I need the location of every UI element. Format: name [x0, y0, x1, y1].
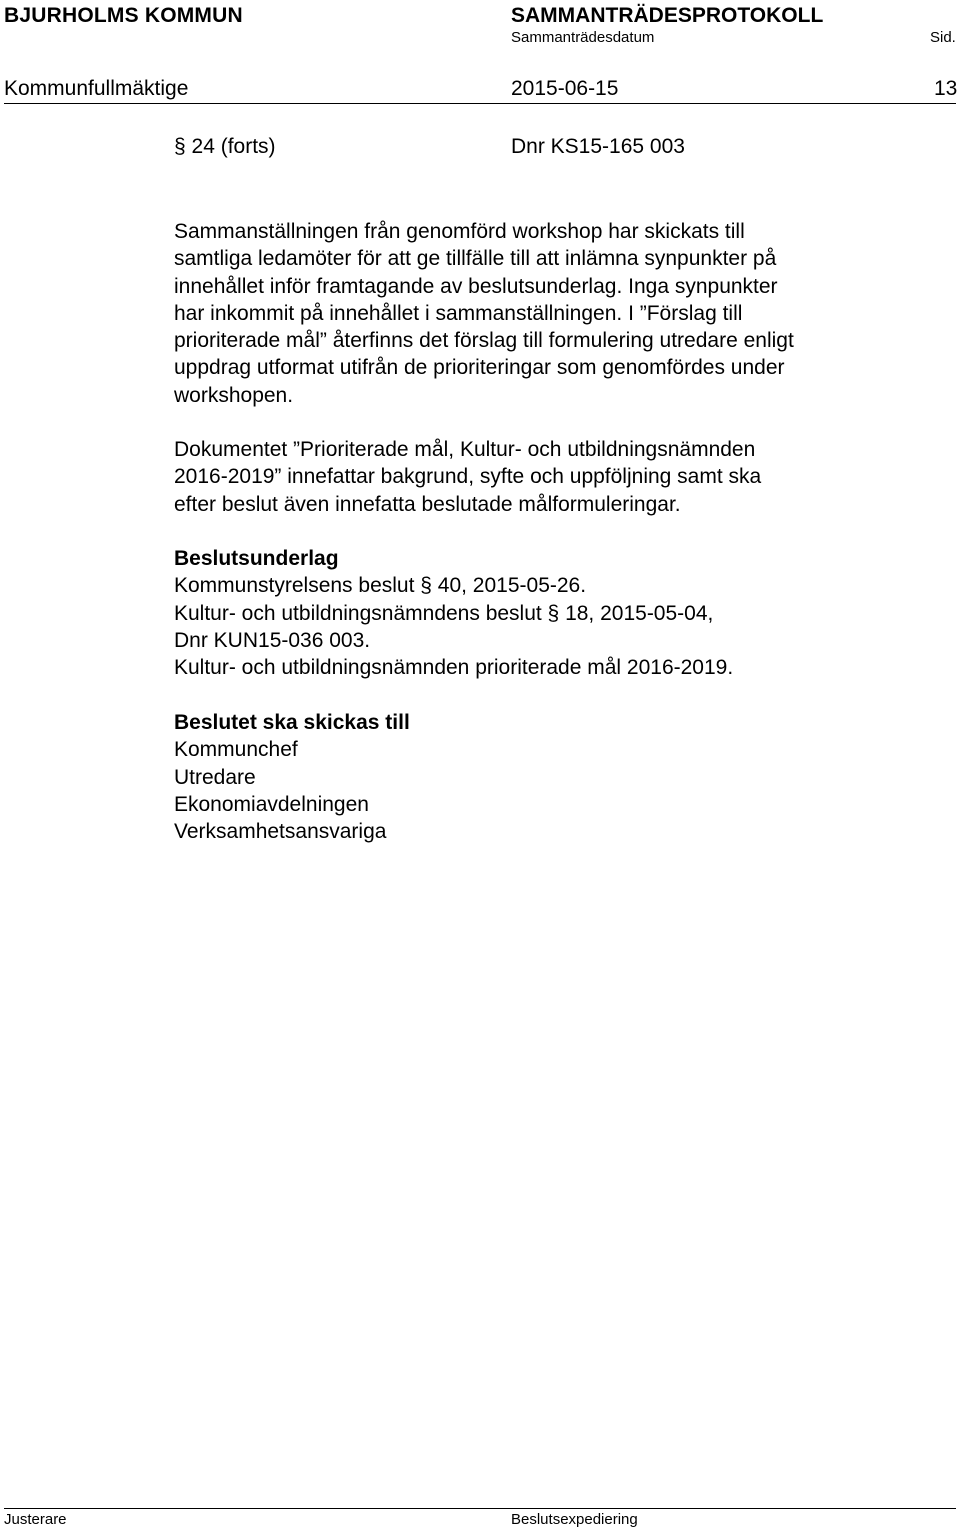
paragraph-1 — [174, 218, 894, 409]
recipients-heading: Beslutet ska skickas till — [174, 711, 410, 734]
meeting-date: 2015-06-15 — [511, 77, 619, 100]
paragraph-2 — [174, 436, 894, 518]
paragraph-line: 2016-2019” innefattar bakgrund, syfte och uppföljning samt ska — [174, 465, 762, 489]
paragraph-line: Dokumentet ”Prioriterade mål, Kultur- och utbildningsnämnden — [174, 438, 756, 461]
page-label: Sid. — [930, 29, 956, 46]
recipient-item: Ekonomiavdelningen — [174, 792, 369, 816]
paragraph-line: prioriterade mål” återfinns det förslag till formulering utredare enligt — [174, 329, 794, 353]
decision-basis-line: Kultur- och utbildningsnämnden prioriterade mål 2016-2019. — [174, 656, 734, 680]
recipient-item: Verksamhetsansvariga — [174, 820, 387, 844]
diary-number: Dnr KS15-165 003 — [511, 135, 685, 158]
paragraph-line: efter beslut även innefatta beslutade målformuleringar. — [174, 492, 681, 516]
paragraph-line: workshopen. — [174, 383, 294, 407]
paragraph-number: § 24 (forts) — [174, 135, 276, 158]
recipient-item: Utredare — [174, 765, 256, 789]
decision-basis-line: Kultur- och utbildningsnämndens beslut § 18, 2015-05-04, — [174, 601, 714, 625]
page-number: 13 — [934, 77, 958, 100]
recipient-item: Kommunchef — [174, 738, 298, 762]
document-type: SAMMANTRÄDESPROTOKOLL — [511, 4, 824, 27]
paragraph-line: Sammanställningen från genomförd workshop har skickats till — [174, 220, 745, 243]
decision-basis-section — [174, 545, 894, 681]
decision-basis-line: Kommunstyrelsens beslut § 40, 2015-05-26. — [174, 574, 587, 598]
adjuster-label: Justerare — [4, 1511, 67, 1528]
paragraph-line: har inkommit på innehållet i sammanställningen. I ”Förslag till — [174, 301, 743, 325]
body-name: Kommunfullmäktige — [4, 77, 189, 100]
paragraph-line: samtliga ledamöter för att ge tillfälle till att inlämna synpunkter på — [174, 247, 777, 271]
recipients-section — [174, 709, 894, 845]
decision-basis-line: Dnr KUN15-036 003. — [174, 628, 371, 652]
organization-name: BJURHOLMS KOMMUN — [4, 4, 243, 27]
dispatch-label: Beslutsexpediering — [511, 1511, 638, 1528]
header-rule — [4, 103, 956, 104]
footer-rule — [4, 1508, 956, 1509]
decision-basis-heading: Beslutsunderlag — [174, 547, 339, 570]
paragraph-line: uppdrag utformat utifrån de prioriteringar som genomfördes under — [174, 356, 785, 380]
date-label: Sammanträdesdatum — [511, 29, 655, 46]
paragraph-line: innehållet inför framtagande av beslutsunderlag. Inga synpunkter — [174, 274, 778, 298]
